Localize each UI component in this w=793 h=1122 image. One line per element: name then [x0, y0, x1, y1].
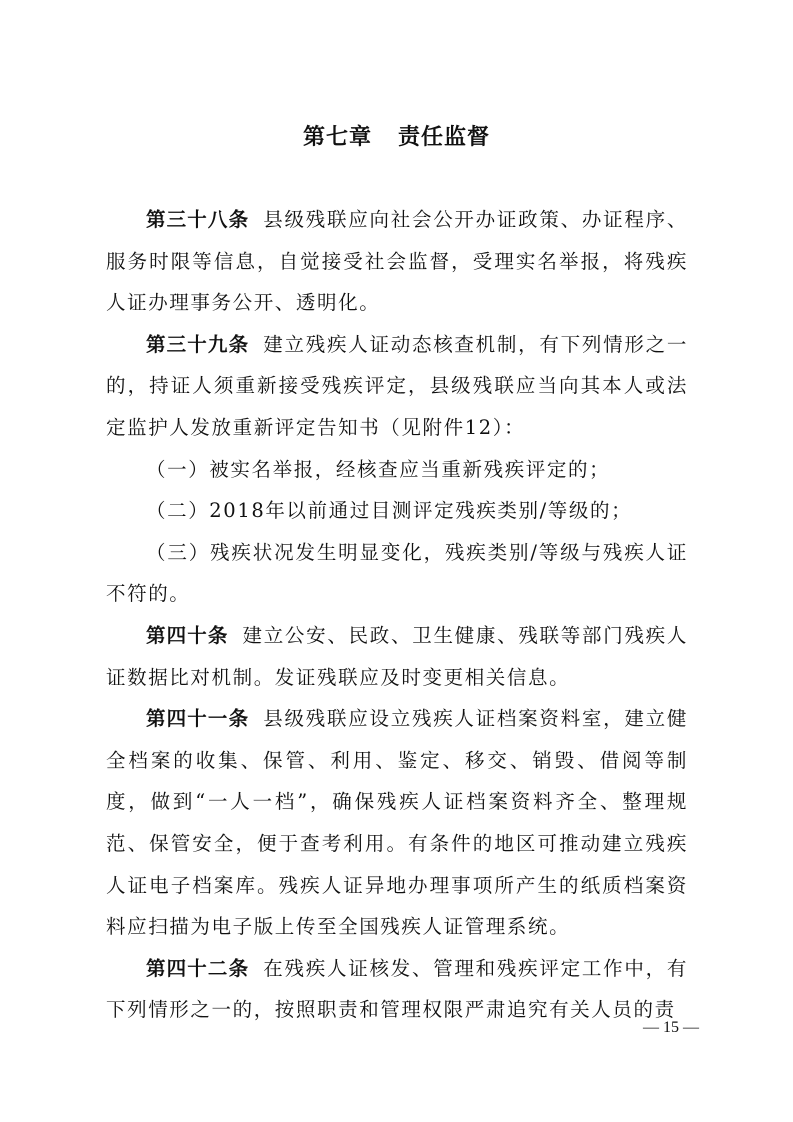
- paragraph-text: 建立残疾人证动态核查机制，有下列情形之一的，持证人须重新接受残疾评定，县级残联应当向其本人或法定监护人发放重新评定告知书（见附件12）：: [106, 332, 688, 439]
- paragraph-article-38: [106, 199, 688, 324]
- chapter-number: 第七章: [302, 125, 372, 150]
- paragraph-text: （一）被实名举报，经核查应当重新残疾评定的；: [146, 457, 611, 481]
- list-item-3: [106, 532, 688, 615]
- chapter-title: [0, 120, 793, 156]
- paragraph-text: 在残疾人证核发、管理和残疾评定工作中，有下列情形之一的，按照职责和管理权限严肃追究有关人员的责: [106, 956, 688, 1022]
- paragraph-article-42: [106, 948, 688, 1031]
- article-label: 第四十二条: [146, 956, 250, 980]
- paragraph-text: 建立公安、民政、卫生健康、残联等部门残疾人证数据比对机制。发证残联应及时变更相关信息。: [106, 623, 688, 689]
- article-label: 第三十八条: [146, 208, 250, 231]
- page-number: — 15 —: [643, 1019, 699, 1036]
- paragraph-article-39: [106, 324, 688, 449]
- article-label: 第四十条: [146, 623, 229, 647]
- article-label: 第四十一条: [146, 707, 250, 731]
- article-label: 第三十九条: [146, 332, 250, 356]
- chapter-name: 责任监督: [398, 125, 491, 150]
- paragraph-text: （三）残疾状况发生明显变化，残疾类别/等级与残疾人证不符的。: [106, 540, 688, 606]
- list-item-1: [106, 449, 688, 491]
- paragraph-text: （二）2018年以前通过目测评定残疾类别/等级的；: [146, 499, 633, 523]
- paragraph-article-40: [106, 615, 688, 698]
- paragraph-text: 县级残联应向社会公开办证政策、办证程序、服务时限等信息，自觉接受社会监督，受理实名举报，将残疾人证办理事务公开、透明化。: [106, 208, 688, 315]
- paragraph-article-41: [106, 698, 688, 948]
- body-text: [106, 199, 688, 1031]
- paragraph-text: 县级残联应设立残疾人证档案资料室，建立健全档案的收集、保管、利用、鉴定、移交、销毁、借阅等制度，做到“一人一档”，确保残疾人证档案资料齐全、整理规范、保管安全，便于查考利用。有条件的地区可推动建立残疾人证电子档案库。残疾人证异地办理事项所产生的纸质档案资料应扫描为电子版上传至全国残疾人证管理系统。: [106, 707, 688, 939]
- list-item-2: [106, 490, 688, 532]
